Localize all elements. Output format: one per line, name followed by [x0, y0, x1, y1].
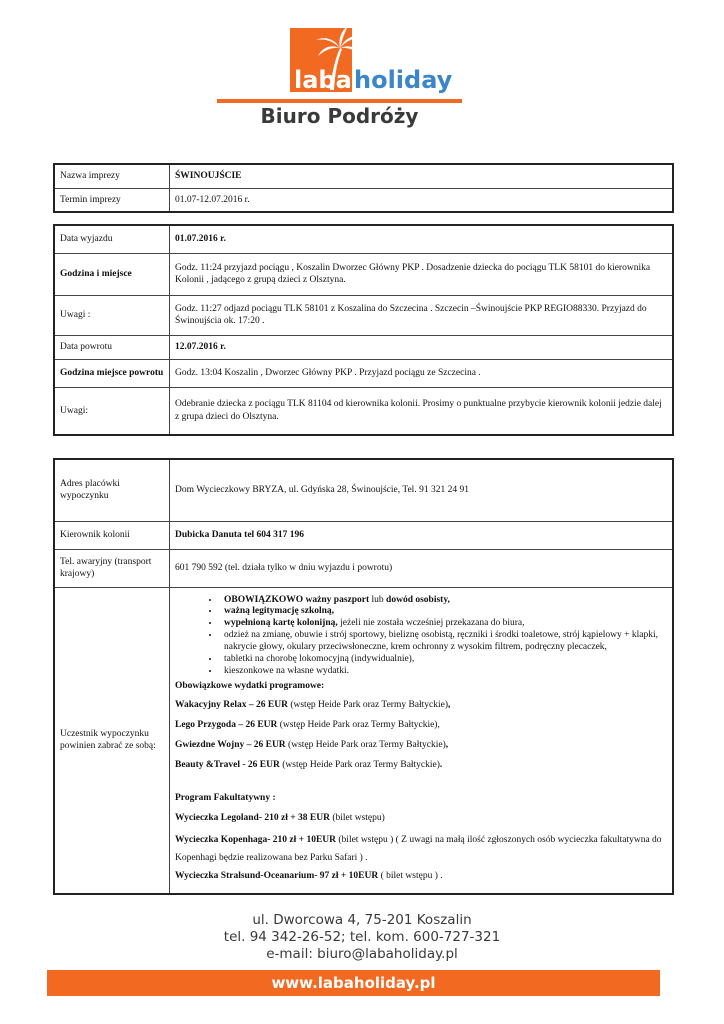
table-row [54, 225, 673, 253]
table-row [54, 587, 673, 894]
footer-website-link[interactable]: www.labaholiday.pl [47, 970, 660, 996]
table-row [54, 459, 673, 521]
event-name-value: ŚWINOUJŚCIE [170, 164, 674, 188]
table-row [54, 335, 673, 359]
footer-email[interactable]: e-mail: biuro@labaholiday.pl [266, 946, 458, 962]
mandatory-item: Gwiezdne Wojny – 26 EUR (wstęp Heide Park oraz Termy Bałtyckie), [175, 740, 449, 751]
event-term-label: Termin imprezy [54, 188, 170, 212]
footer-phones: tel. 94 342-26-52; tel. kom. 600-727-321 [223, 929, 501, 945]
table-row [54, 164, 673, 188]
travel-table [53, 224, 674, 436]
optional-item: Wycieczka Stralsund-Oceanarium- 97 zł + 10EUR ( bilet wstępu ) . [175, 871, 443, 882]
info-table [53, 458, 674, 895]
address-value: Dom Wycieczkowy BRYZA, ul. Gdyńska 28, Świnoujście, Tel. 91 321 24 91 [170, 459, 674, 521]
packing-list [175, 595, 667, 678]
departure-date-value: 01.07.2016 r. [170, 225, 674, 253]
table-row [54, 253, 673, 295]
event-table [53, 163, 674, 213]
return-time-value: Godz. 13:04 Koszalin , Dworzec Główny PKP . Przyjazd pociągu ze Szczecina . [170, 359, 674, 387]
table-row [54, 188, 673, 212]
list-item: • kieszonkowe na własne wydatki. [220, 666, 667, 678]
optional-item: Wycieczka Legoland- 210 zł + 38 EUR (bilet wstępu) [175, 812, 385, 823]
return-time-label: Godzina miejsce powrotu [54, 359, 170, 387]
footer-address: ul. Dworcowa 4, 75-201 Koszalin [252, 912, 472, 928]
table-row [54, 549, 673, 587]
notes2-value: Odebranie dziecka z pociągu TLK 81104 od kierownika kolonii. Prosimy o punktualne przybycie kierownik kolonii jedzie dalej z grupa dzieci do Olsztyna. [170, 387, 674, 435]
manager-label: Kierownik kolonii [54, 521, 170, 549]
participant-label: Uczestnik wypoczynku powinien zabrać ze sobą: [54, 587, 170, 894]
participant-content [170, 587, 674, 894]
table-row [54, 521, 673, 549]
list-item: • tabletki na chorobę lokomocyjną (indywidualnie), [220, 654, 667, 666]
optional-item: Wycieczka Kopenhaga- 210 zł + 10EUR (bilet wstępu ) ( Z uwagi na małą ilość zgłoszonych osób wycieczka fakultatywna do Kopenhagi będzie realizowana bez Parku Safari ) . [175, 835, 662, 864]
table-row [54, 359, 673, 387]
mandatory-heading: Obowiązkowe wydatki programowe: [175, 680, 325, 691]
optional-heading: Program Fakultatywny : [175, 792, 276, 803]
emergency-label: Tel. awaryjny (transport krajowy) [54, 549, 170, 587]
time-place-label: Godzina i miejsce [54, 253, 170, 295]
brand-subtitle: Biuro Podróży [260, 104, 419, 128]
notes1-label: Uwagi : [54, 295, 170, 335]
mandatory-item: Lego Przygoda – 26 EUR (wstęp Heide Park oraz Termy Bałtyckie), [175, 720, 440, 731]
return-date-value: 12.07.2016 r. [170, 335, 674, 359]
list-item: • ważną legitymację szkolną, [220, 606, 667, 618]
logo-text-left: laba [294, 66, 352, 94]
list-item: • OBOWIĄZKOWO ważny paszport lub dowód osobisty, [220, 595, 667, 607]
notes1-value: Godz. 11:27 odjazd pociągu TLK 58101 z Koszalina do Szczecina . Szczecin –Świnoujście PKP REGIO88330. Przyjazd do Świnoujścia ok. 17:20 . [170, 295, 674, 335]
brand-divider [217, 99, 462, 103]
table-row [54, 387, 673, 435]
event-name-label: Nazwa imprezy [54, 164, 170, 188]
address-label: Adres placówki wypoczynku [54, 459, 170, 521]
time-place-value: Godz. 11:24 przyjazd pociągu , Koszalin Dworzec Główny PKP . Dosadzenie dziecka do pociągu TLK 58101 do kierownika Kolonii , jadącego z grupą dzieci z Olsztyna. [170, 253, 674, 295]
laba-holiday-logo [290, 24, 453, 96]
departure-date-label: Data wyjazdu [54, 225, 170, 253]
mandatory-item: Wakacyjny Relax – 26 EUR (wstęp Heide Park oraz Termy Bałtyckie), [175, 700, 451, 711]
manager-value: Dubicka Danuta tel 604 317 196 [170, 521, 674, 549]
event-term-value: 01.07-12.07.2016 r. [170, 188, 674, 212]
mandatory-item: Beauty &Travel - 26 EUR (wstęp Heide Park oraz Termy Bałtyckie). [175, 759, 443, 770]
return-date-label: Data powrotu [54, 335, 170, 359]
table-row [54, 295, 673, 335]
list-item: • wypełnioną kartę kolonijną, jeżeli nie została wcześniej przekazana do biura, [220, 618, 667, 630]
emergency-value: 601 790 592 (tel. działa tylko w dniu wyjazdu i powrotu) [170, 549, 674, 587]
list-item: • odzież na zmianę, obuwie i strój sportowy, bieliznę osobistą, ręczniki i środki toaletowe, strój kąpielowy + klapki, nakrycie głowy, okulary przeciwsłoneczne, krem ochronny z wysokim filtrem, podręczny plecaczek, [220, 630, 667, 654]
logo-text-right: holiday [354, 66, 453, 94]
notes2-label: Uwagi: [54, 387, 170, 435]
